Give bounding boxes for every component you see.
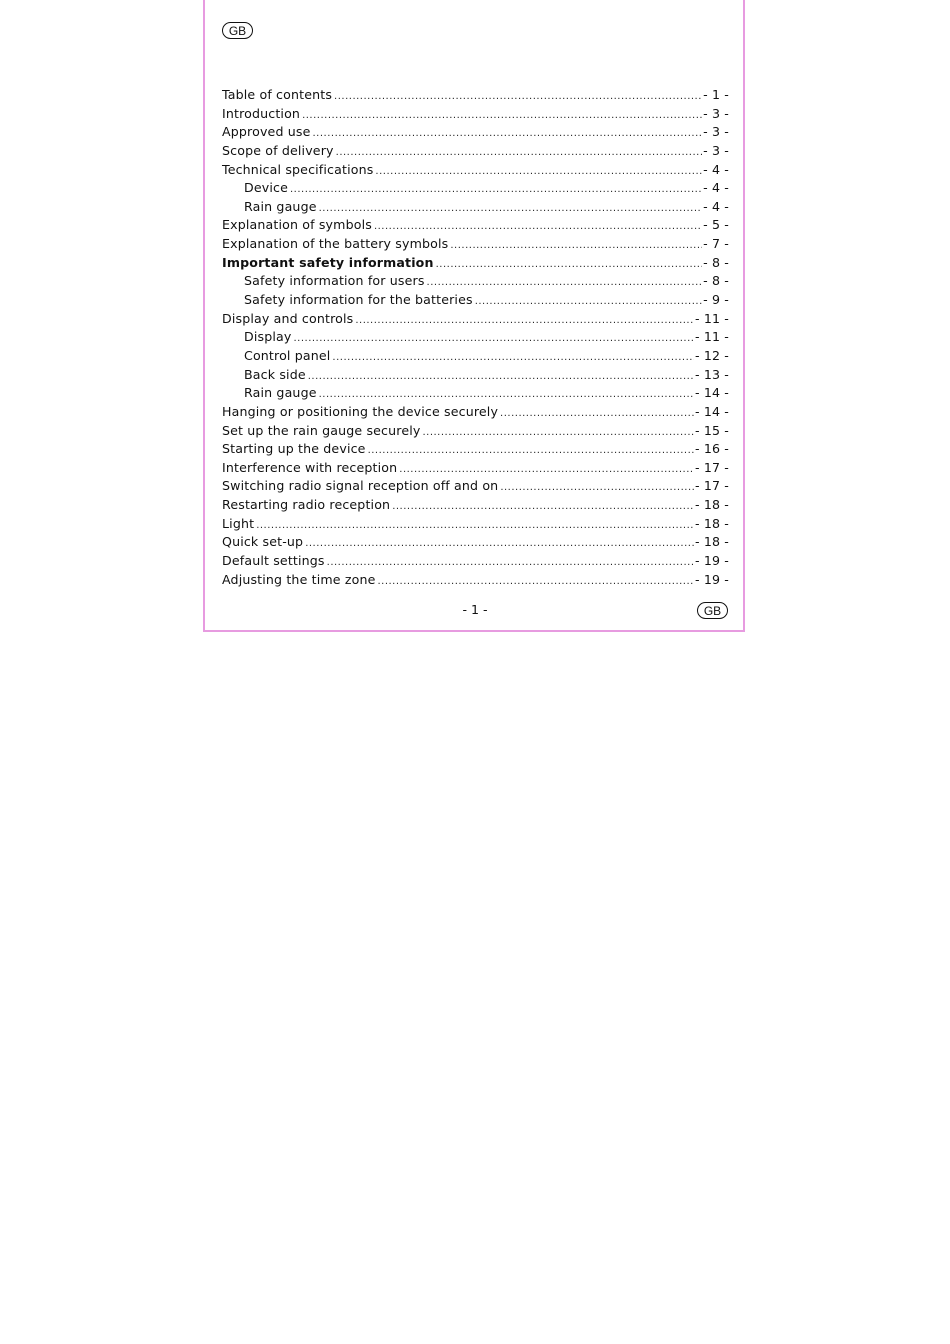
toc-entry[interactable] (222, 441, 729, 460)
toc-entry-title: Explanation of the battery symbols (222, 236, 449, 252)
toc-entry[interactable] (222, 311, 729, 330)
toc-entry[interactable] (222, 572, 729, 591)
toc-entry-page: - 5 - (703, 217, 729, 233)
toc-entry-title: Adjusting the time zone (222, 571, 376, 587)
toc-entry-page: - 1 - (703, 87, 729, 102)
toc-entry-title: Approved use (222, 124, 311, 140)
toc-entry-page: - 13 - (694, 366, 729, 382)
toc-dot-leader (332, 352, 694, 363)
toc-entry-page: - 4 - (703, 198, 729, 214)
toc-dot-leader (355, 315, 694, 326)
toc-entry-title: Switching radio signal reception off and on (222, 478, 499, 494)
toc-entry-title: Introduction (222, 105, 301, 121)
toc-entry-title: Display (244, 329, 292, 345)
toc-entry[interactable] (222, 143, 729, 162)
toc-entry-title: Quick set-up (222, 534, 304, 550)
toc-entry-page: - 3 - (703, 124, 729, 140)
toc-entry-page: - 14 - (694, 403, 729, 419)
toc-entry-title: Back side (244, 366, 306, 382)
toc-entry-page: - 19 - (694, 571, 729, 587)
toc-entry-title: Display and controls (222, 310, 354, 326)
toc-entry[interactable] (222, 385, 729, 404)
toc-entry-page: - 3 - (703, 105, 729, 121)
toc-entry[interactable] (222, 236, 729, 255)
toc-entry[interactable] (222, 180, 729, 199)
toc-dot-leader (422, 427, 694, 438)
toc-entry[interactable] (222, 516, 729, 535)
toc-entry-title: Safety information for users (244, 273, 425, 289)
toc-dot-leader (392, 501, 694, 512)
table-of-contents (222, 87, 729, 590)
toc-entry-page: - 18 - (694, 497, 729, 513)
toc-entry[interactable] (222, 87, 729, 106)
toc-dot-leader (336, 147, 703, 158)
toc-dot-leader (374, 221, 702, 232)
toc-entry[interactable] (222, 348, 729, 367)
toc-entry[interactable] (222, 292, 729, 311)
toc-dot-leader (427, 277, 703, 288)
toc-entry[interactable] (222, 329, 729, 348)
toc-dot-leader (293, 333, 693, 344)
toc-dot-leader (475, 296, 702, 307)
toc-entry-page: - 16 - (694, 441, 729, 457)
toc-entry-title: Default settings (222, 553, 325, 569)
toc-dot-leader (334, 91, 702, 102)
toc-entry-title: Restarting radio reception (222, 497, 391, 513)
toc-dot-leader (375, 166, 702, 177)
toc-entry-page: - 11 - (694, 310, 729, 326)
toc-dot-leader (319, 389, 694, 400)
toc-entry-page: - 17 - (694, 478, 729, 494)
toc-entry[interactable] (222, 404, 729, 423)
toc-entry[interactable] (222, 460, 729, 479)
toc-entry-title: Starting up the device (222, 441, 366, 457)
toc-dot-leader (319, 203, 703, 214)
toc-entry-title: Control panel (244, 347, 331, 363)
toc-entry-page: - 4 - (703, 161, 729, 177)
toc-entry[interactable] (222, 273, 729, 292)
toc-dot-leader (399, 464, 694, 475)
toc-entry-title: Rain gauge (244, 385, 317, 401)
toc-entry-title: Scope of delivery (222, 142, 334, 158)
toc-entry-title: Interference with reception (222, 459, 398, 475)
toc-dot-leader (256, 520, 694, 531)
toc-entry-page: - 12 - (694, 347, 729, 363)
toc-entry-page: - 7 - (703, 236, 729, 252)
toc-entry-page: - 15 - (694, 422, 729, 438)
toc-entry-title: Table of contents (222, 87, 333, 102)
toc-entry-page: - 8 - (703, 273, 729, 289)
language-badge-top: GB (222, 22, 253, 39)
toc-entry[interactable] (222, 124, 729, 143)
toc-entry[interactable] (222, 255, 729, 274)
toc-entry-title: Technical specifications (222, 161, 374, 177)
toc-entry-page: - 19 - (694, 553, 729, 569)
toc-entry[interactable] (222, 478, 729, 497)
toc-dot-leader (500, 408, 694, 419)
toc-entry-page: - 17 - (694, 459, 729, 475)
language-badge-bottom: GB (697, 602, 728, 619)
toc-entry-title: Rain gauge (244, 198, 317, 214)
toc-entry-page: - 8 - (703, 254, 729, 270)
toc-entry-page: - 9 - (703, 292, 729, 308)
toc-entry-title: Hanging or positioning the device securely (222, 403, 499, 419)
toc-dot-leader (327, 557, 694, 568)
toc-entry-title: Safety information for the batteries (244, 292, 473, 308)
toc-dot-leader (308, 371, 694, 382)
toc-entry[interactable] (222, 553, 729, 572)
toc-dot-leader (290, 184, 702, 195)
toc-dot-leader (368, 445, 694, 456)
toc-entry-page: - 11 - (694, 329, 729, 345)
toc-entry[interactable] (222, 497, 729, 516)
toc-entry-page: - 14 - (694, 385, 729, 401)
toc-entry-page: - 4 - (703, 180, 729, 196)
toc-entry[interactable] (222, 423, 729, 442)
toc-dot-leader (305, 538, 694, 549)
toc-entry[interactable] (222, 534, 729, 553)
toc-entry-title: Important safety information (222, 254, 434, 270)
toc-entry-page: - 18 - (694, 515, 729, 531)
toc-entry-title: Explanation of symbols (222, 217, 372, 233)
toc-dot-leader (377, 576, 694, 587)
toc-entry[interactable] (222, 162, 729, 181)
toc-entry-title: Device (244, 180, 288, 196)
toc-dot-leader (450, 240, 702, 251)
toc-dot-leader (302, 110, 702, 121)
toc-dot-leader (313, 128, 703, 139)
toc-entry[interactable] (222, 106, 729, 125)
toc-dot-leader (436, 259, 703, 270)
toc-entry[interactable] (222, 217, 729, 236)
toc-entry-title: Light (222, 515, 255, 531)
footer-page-number: - 1 - (462, 602, 488, 617)
toc-dot-leader (500, 482, 694, 493)
toc-entry-page: - 3 - (703, 142, 729, 158)
toc-entry[interactable] (222, 199, 729, 218)
toc-entry-page: - 18 - (694, 534, 729, 550)
toc-entry[interactable] (222, 367, 729, 386)
toc-entry-title: Set up the rain gauge securely (222, 422, 421, 438)
